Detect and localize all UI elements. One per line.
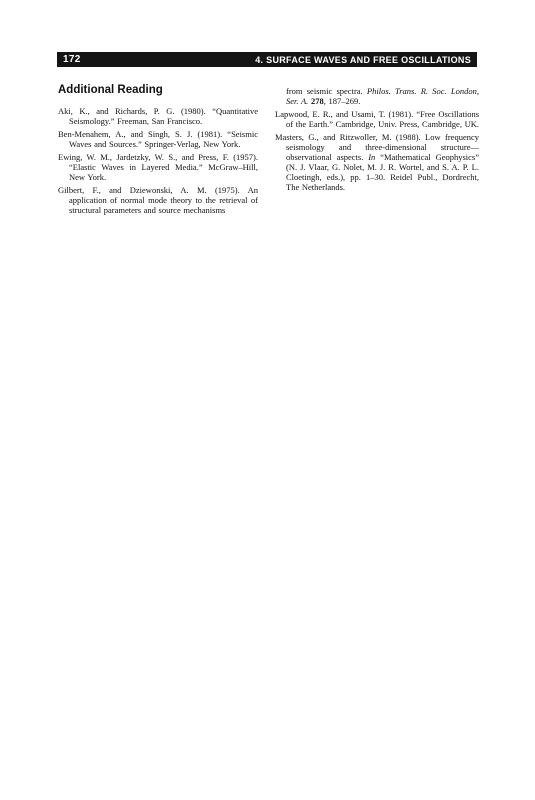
reference-entry: Ewing, W. M., Jardetzky, W. S., and Press, F. (1957). “Elastic Waves in Layered Media.” McGraw–Hill, New York.: [58, 152, 258, 182]
reference-entry: [275, 132, 479, 192]
reference-column-right: [275, 86, 479, 195]
reference-entry: Gilbert, F., and Dziewonski, A. M. (1975). An application of normal mode theory to the retrieval of structural parameters and source mechanisms: [58, 185, 258, 215]
reference-text: from seismic spectra.: [286, 86, 367, 96]
reference-text: “Mathematical Geophysics” (N. J. Vlaar, G. Nolet, M. J. R. Wortel, and S. A. P. L. Cloetingh, eds.), pp. 1–30. Reidel Publ., Dordrecht, The Netherlands.: [286, 152, 479, 192]
reference-entry-continued: [275, 86, 479, 106]
reference-entry: Aki, K., and Richards, P. G. (1980). “Quantitative Seismology.” Freeman, San Francisco.: [58, 106, 258, 126]
journal-title: Philos. Trans. R. Soc. London, Ser. A.: [286, 86, 479, 106]
reference-text: Masters, G., and Ritzwoller, M. (1988). Low frequency seismology and three-dimensional structure—observational aspects.: [275, 132, 479, 162]
in-marker: In: [368, 152, 376, 162]
chapter-title: 4. SURFACE WAVES AND FREE OSCILLATIONS: [255, 55, 471, 65]
reference-entry: Ben-Menahem, A., and Singh, S. J. (1981). “Seismic Waves and Sources.” Springer-Verlag, New York.: [58, 129, 258, 149]
reference-text: Lapwood, E. R., and Usami, T. (1981). “Free Oscillations of the Earth.” Cambridge, Univ. Press, Cambridge, UK.: [275, 109, 479, 129]
volume-number: 278: [310, 96, 324, 106]
reference-column-left: [58, 106, 258, 218]
running-header: [57, 52, 477, 67]
page-number: 172: [63, 54, 81, 65]
section-heading: Additional Reading: [58, 84, 163, 96]
reference-entry: [275, 109, 479, 129]
reference-pages: , 187–269.: [323, 96, 361, 106]
